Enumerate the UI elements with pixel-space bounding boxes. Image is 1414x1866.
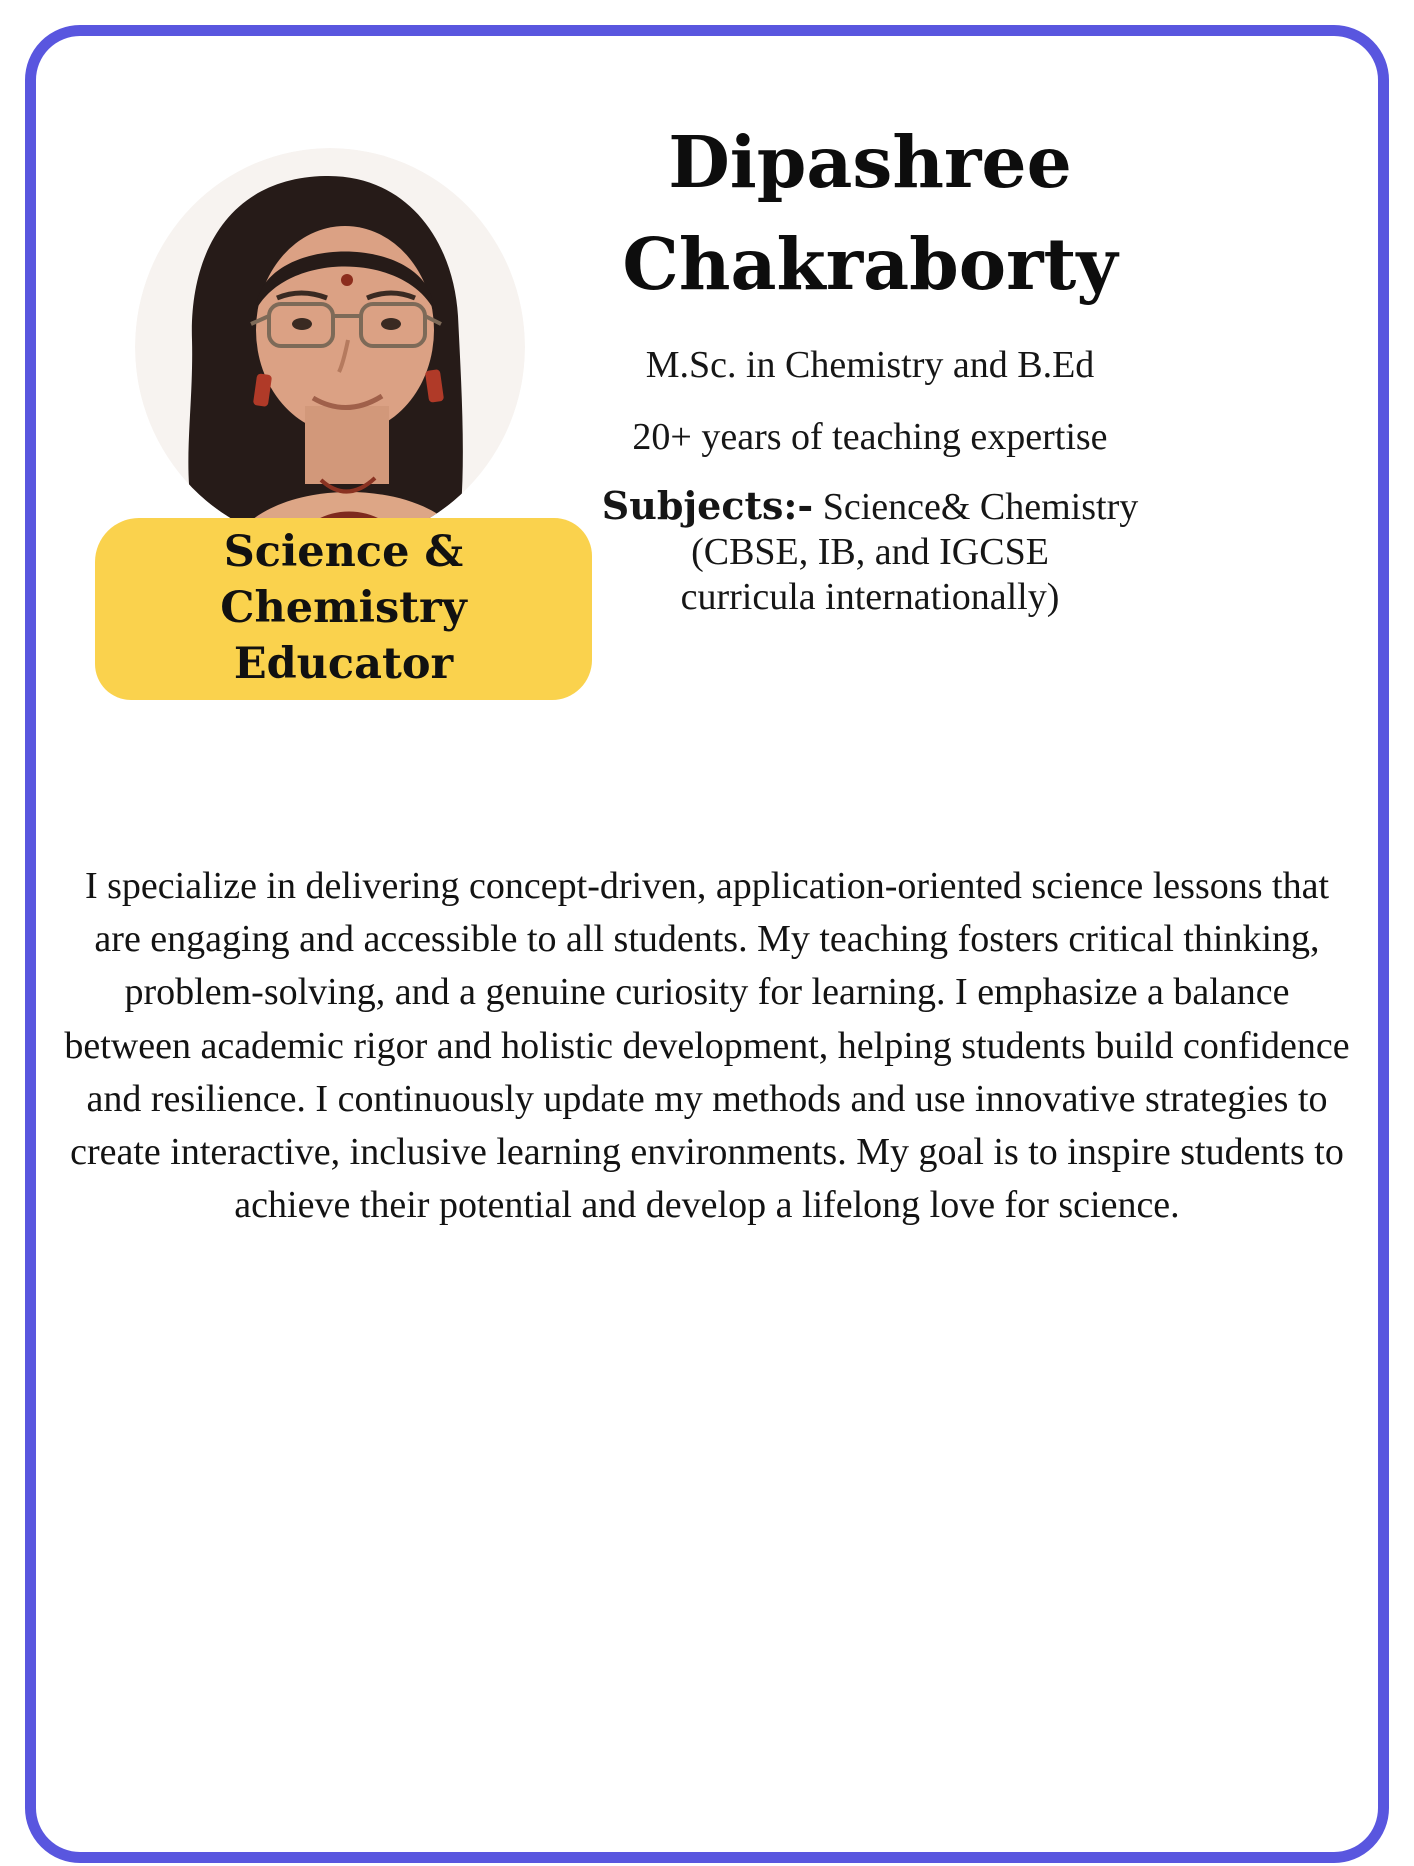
role-badge-line1: Science & Chemistry [220,527,467,634]
subjects-block [555,484,1185,619]
subjects-label: Subjects:- [601,483,814,529]
subjects-value: Science& Chemistry [822,486,1139,529]
profile-name [555,112,1185,315]
role-badge-line2: Educator [233,638,454,689]
name-line1: Dipashree [668,120,1072,204]
role-badge [95,518,592,700]
header-info [555,112,1185,620]
experience-text: 20+ years of teaching expertise [632,415,1108,458]
credentials-text: M.Sc. in Chemistry and B.Ed [645,344,1095,387]
bio-paragraph: I specialize in delivering concept-driven, application-oriented science lessons that are engaging and accessible to all students. My teaching fosters critical thinking, problem-solving, and a genuine curiosity for learning. I emphasize a balance between academic rigor and holistic development, helping students build confidence and resilience. I continuously update my methods and use innovative strategies to create interactive, inclusive learning environments. My goal is to inspire students to achieve their potential and develop a lifelong love for science. [64,865,1350,1227]
subjects-line2: (CBSE, IB, and IGCSE [691,531,1049,574]
name-line2: Chakraborty [622,221,1118,306]
profile-photo [135,148,525,546]
subjects-line1 [555,484,1185,530]
subjects-line3: curricula internationally) [680,575,1060,618]
portrait-illustration [135,148,525,546]
